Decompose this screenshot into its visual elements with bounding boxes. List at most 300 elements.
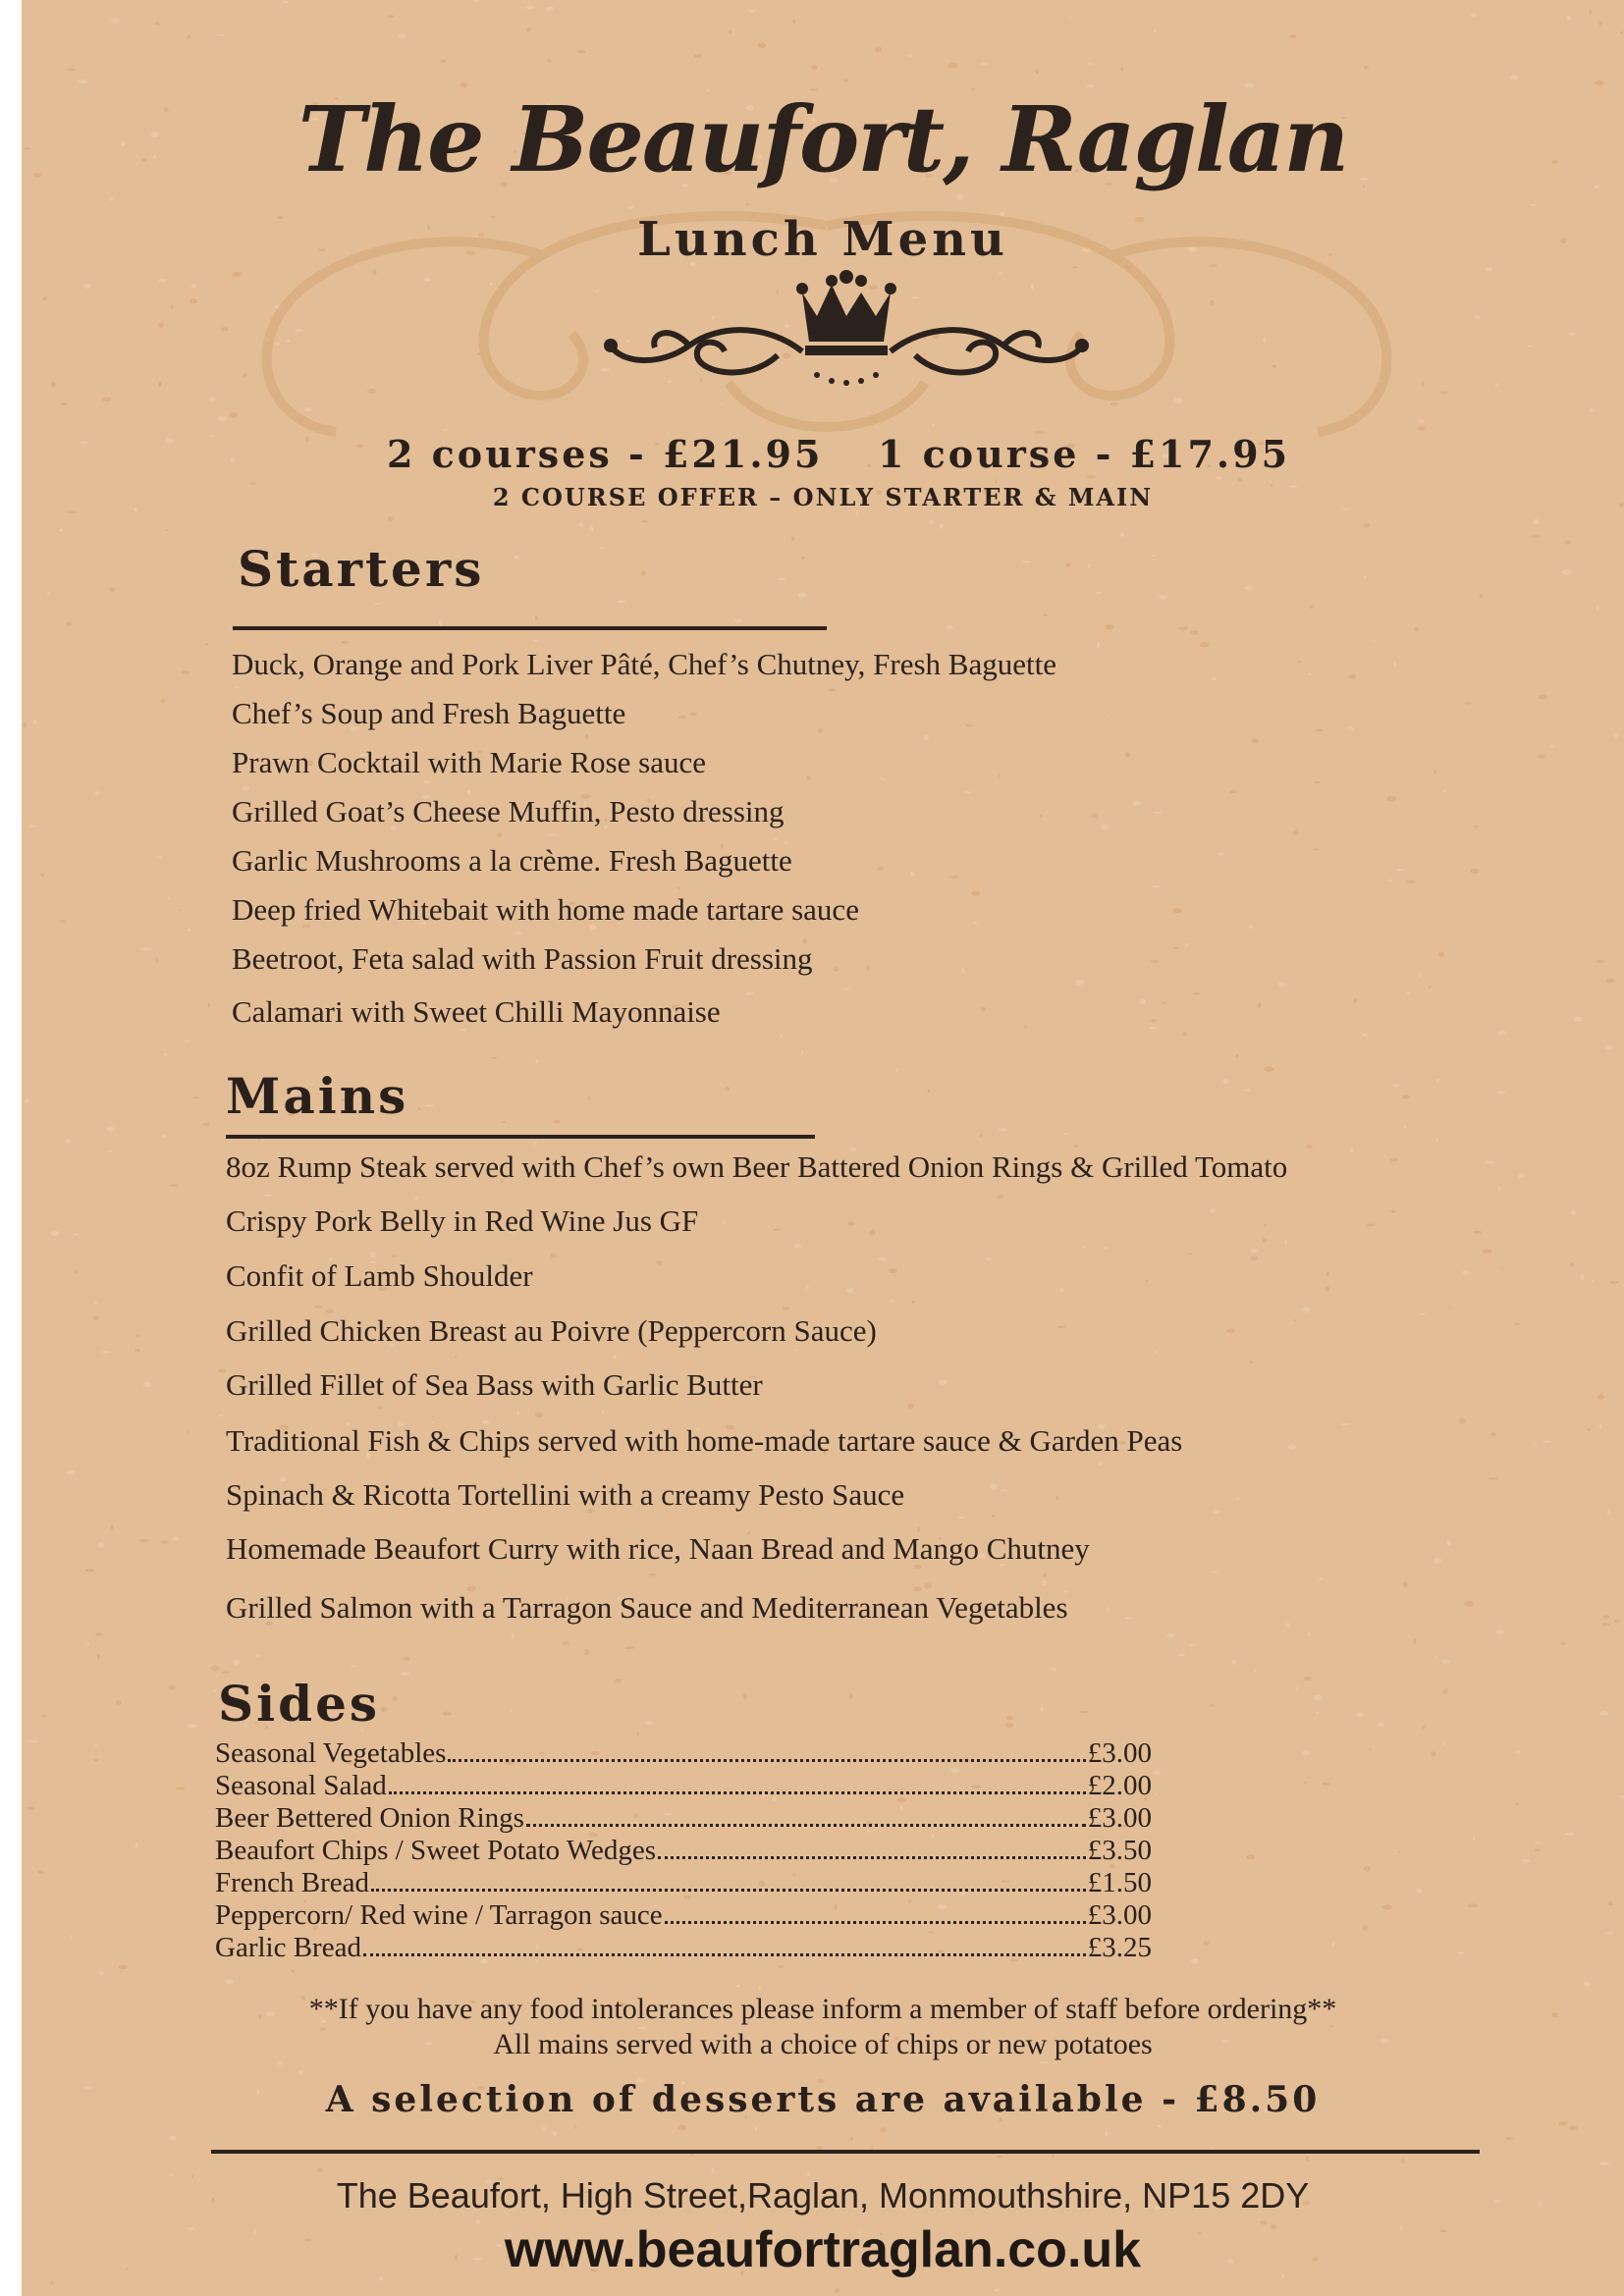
paper-speck bbox=[1396, 869, 1404, 871]
paper-speck bbox=[1480, 594, 1484, 598]
paper-speck bbox=[1599, 2162, 1609, 2165]
paper-speck bbox=[1393, 662, 1396, 667]
paper-speck bbox=[1422, 1726, 1425, 1729]
paper-speck bbox=[1533, 519, 1540, 525]
side-price: £3.25 bbox=[1087, 1932, 1152, 1963]
paper-speck bbox=[1088, 563, 1092, 568]
paper-speck bbox=[1097, 592, 1103, 595]
paper-speck bbox=[1446, 1540, 1451, 1545]
paper-speck bbox=[878, 867, 885, 871]
paper-speck bbox=[169, 1685, 176, 1690]
paper-speck bbox=[97, 1654, 99, 1659]
paper-speck bbox=[657, 1260, 663, 1264]
paper-speck bbox=[1203, 1941, 1209, 1946]
paper-speck bbox=[1188, 1253, 1193, 1255]
paper-speck bbox=[168, 896, 170, 901]
paper-speck bbox=[514, 556, 519, 560]
paper-speck bbox=[1302, 1308, 1311, 1313]
paper-speck bbox=[1021, 561, 1030, 562]
paper-speck bbox=[1088, 63, 1093, 65]
paper-speck bbox=[535, 615, 538, 620]
paper-speck bbox=[1431, 1751, 1435, 1756]
paper-speck bbox=[1001, 1489, 1007, 1491]
paper-speck bbox=[473, 0, 479, 3]
paper-speck bbox=[165, 439, 174, 444]
paper-speck bbox=[1364, 66, 1369, 70]
paper-speck bbox=[1284, 1239, 1287, 1244]
paper-speck bbox=[1435, 1558, 1442, 1564]
paper-speck bbox=[51, 2280, 53, 2285]
paper-speck bbox=[641, 570, 645, 576]
paper-speck bbox=[1043, 1573, 1048, 1577]
paper-speck bbox=[1104, 1247, 1108, 1250]
paper-speck bbox=[584, 1649, 590, 1655]
paper-speck bbox=[1156, 1793, 1158, 1795]
paper-speck bbox=[1315, 729, 1324, 732]
paper-speck bbox=[84, 284, 91, 289]
paper-speck bbox=[43, 296, 48, 300]
paper-speck bbox=[807, 775, 811, 779]
side-label: Beer Bettered Onion Rings bbox=[215, 1802, 524, 1834]
paper-speck bbox=[677, 887, 680, 889]
paper-speck bbox=[184, 1041, 191, 1042]
side-label: French Bread bbox=[215, 1867, 370, 1898]
paper-speck bbox=[169, 1184, 178, 1187]
paper-speck bbox=[818, 727, 824, 732]
paper-speck bbox=[100, 1971, 104, 1975]
paper-speck bbox=[208, 398, 216, 401]
paper-speck bbox=[725, 1087, 730, 1091]
paper-speck bbox=[694, 54, 702, 58]
side-price: £3.00 bbox=[1087, 1737, 1152, 1769]
paper-speck bbox=[1378, 1722, 1384, 1728]
paper-speck bbox=[733, 618, 742, 622]
paper-speck bbox=[1133, 801, 1142, 806]
paper-speck bbox=[41, 1715, 47, 1717]
paper-speck bbox=[213, 1689, 217, 1692]
paper-speck bbox=[1172, 908, 1181, 913]
paper-speck bbox=[1588, 1428, 1592, 1431]
paper-speck bbox=[535, 1059, 538, 1063]
paper-speck bbox=[1236, 1054, 1239, 1058]
paper-speck bbox=[533, 1141, 537, 1146]
starters-heading: Starters bbox=[238, 540, 485, 598]
paper-speck bbox=[1036, 69, 1039, 74]
paper-speck bbox=[1356, 1713, 1363, 1717]
paper-speck bbox=[1316, 1711, 1319, 1714]
paper-speck bbox=[895, 1068, 898, 1073]
paper-speck bbox=[1154, 1770, 1162, 1775]
paper-speck bbox=[109, 1150, 112, 1152]
paper-speck bbox=[1210, 1208, 1216, 1212]
paper-speck bbox=[1498, 1091, 1505, 1094]
paper-speck bbox=[979, 1134, 982, 1138]
paper-speck bbox=[1595, 80, 1604, 85]
paper-speck bbox=[93, 1759, 99, 1762]
paper-speck bbox=[1495, 383, 1498, 387]
side-row bbox=[215, 1768, 1152, 1800]
paper-speck bbox=[875, 46, 882, 52]
paper-speck bbox=[1306, 1145, 1313, 1148]
paper-speck bbox=[1249, 925, 1253, 929]
paper-speck bbox=[1185, 943, 1189, 946]
side-row bbox=[215, 1930, 1152, 1962]
paper-speck bbox=[210, 1666, 219, 1671]
paper-speck bbox=[1473, 1837, 1476, 1841]
paper-speck bbox=[176, 1787, 185, 1790]
paper-speck bbox=[553, 1120, 561, 1124]
paper-speck bbox=[791, 536, 794, 541]
paper-speck bbox=[1392, 1084, 1400, 1087]
paper-speck bbox=[1597, 1394, 1604, 1399]
paper-speck bbox=[61, 402, 67, 405]
paper-speck bbox=[59, 529, 63, 532]
restaurant-title: The Beaufort, Raglan bbox=[298, 86, 1348, 192]
paper-speck bbox=[588, 1096, 590, 1100]
paper-speck bbox=[843, 80, 848, 82]
paper-speck bbox=[1398, 1851, 1401, 1853]
paper-speck bbox=[1315, 781, 1321, 783]
paper-speck bbox=[1264, 1066, 1273, 1072]
paper-speck bbox=[1443, 789, 1447, 792]
paper-speck bbox=[414, 1197, 418, 1201]
paper-speck bbox=[1322, 1783, 1331, 1786]
side-row bbox=[215, 1800, 1152, 1833]
paper-speck bbox=[965, 724, 973, 726]
paper-speck bbox=[535, 1412, 544, 1416]
paper-speck bbox=[158, 382, 162, 387]
paper-speck bbox=[74, 1234, 81, 1236]
paper-speck bbox=[998, 1128, 1005, 1132]
paper-speck bbox=[677, 2125, 686, 2131]
paper-speck bbox=[392, 1255, 397, 1257]
paper-speck bbox=[502, 1121, 506, 1123]
paper-speck bbox=[69, 1935, 72, 1940]
paper-speck bbox=[512, 1633, 514, 1639]
paper-speck bbox=[1374, 639, 1376, 642]
paper-speck bbox=[1364, 1866, 1371, 1872]
paper-speck bbox=[1459, 1418, 1465, 1424]
paper-speck bbox=[101, 398, 111, 401]
paper-speck bbox=[836, 2288, 840, 2293]
paper-speck bbox=[801, 557, 806, 559]
paper-speck bbox=[999, 774, 1001, 776]
starter-item: Grilled Goat’s Cheese Muffin, Pesto dressing bbox=[232, 794, 785, 828]
paper-speck bbox=[1514, 1323, 1521, 1325]
side-label: Garlic Bread bbox=[215, 1932, 361, 1963]
paper-speck bbox=[1188, 1643, 1195, 1645]
paper-speck bbox=[29, 825, 36, 828]
paper-speck bbox=[491, 1057, 497, 1059]
paper-speck bbox=[1538, 755, 1545, 759]
dot-leader bbox=[363, 1953, 1086, 1956]
paper-speck bbox=[648, 1574, 656, 1576]
paper-speck bbox=[1491, 1432, 1496, 1436]
paper-speck bbox=[1505, 2137, 1513, 2140]
paper-speck bbox=[1210, 1704, 1214, 1707]
paper-speck bbox=[1304, 1782, 1308, 1785]
paper-speck bbox=[1518, 1173, 1525, 1178]
paper-speck bbox=[773, 837, 778, 839]
paper-speck bbox=[1474, 826, 1479, 828]
paper-speck bbox=[205, 643, 208, 646]
paper-speck bbox=[1191, 1958, 1200, 1964]
paper-speck bbox=[193, 1096, 198, 1098]
paper-speck bbox=[547, 7, 555, 11]
paper-speck bbox=[51, 1231, 60, 1236]
paper-speck bbox=[940, 524, 945, 529]
paper-speck bbox=[1566, 16, 1571, 20]
paper-speck bbox=[80, 442, 88, 444]
paper-speck bbox=[869, 1230, 876, 1236]
paper-speck bbox=[1229, 790, 1236, 794]
paper-speck bbox=[783, 1307, 789, 1309]
side-label: Beaufort Chips / Sweet Potato Wedges bbox=[215, 1835, 656, 1866]
paper-speck bbox=[1621, 31, 1623, 34]
paper-speck bbox=[1151, 555, 1156, 557]
paper-speck bbox=[1253, 1671, 1257, 1673]
paper-speck bbox=[172, 1537, 179, 1541]
intolerance-note: **If you have any food intolerances please inform a member of staff before ordering** bbox=[308, 1993, 1337, 2025]
paper-speck bbox=[1244, 1089, 1250, 1091]
paper-speck bbox=[928, 1090, 931, 1093]
paper-speck bbox=[1251, 1249, 1258, 1253]
paper-speck bbox=[736, 1985, 741, 1988]
paper-speck bbox=[908, 54, 913, 57]
paper-speck bbox=[1570, 1262, 1574, 1266]
paper-speck bbox=[135, 1842, 137, 1848]
paper-speck bbox=[66, 1139, 72, 1143]
paper-speck bbox=[1457, 1951, 1465, 1953]
paper-speck bbox=[393, 1696, 397, 1702]
paper-speck bbox=[1441, 1660, 1451, 1664]
paper-speck bbox=[25, 1098, 29, 1102]
paper-speck bbox=[576, 50, 586, 54]
paper-speck bbox=[179, 909, 182, 911]
main-item: Confit of Lamb Shoulder bbox=[226, 1258, 533, 1293]
paper-speck bbox=[388, 516, 393, 522]
paper-speck bbox=[92, 1316, 98, 1320]
paper-speck bbox=[1314, 848, 1320, 850]
paper-speck bbox=[1407, 881, 1416, 883]
paper-speck bbox=[866, 965, 869, 971]
paper-speck bbox=[602, 1410, 605, 1413]
main-item: Homemade Beaufort Curry with rice, Naan Bread and Mango Chutney bbox=[226, 1531, 1090, 1566]
paper-speck bbox=[107, 1127, 115, 1132]
paper-speck bbox=[1277, 983, 1285, 988]
paper-speck bbox=[1564, 541, 1570, 545]
paper-speck bbox=[1153, 29, 1157, 31]
paper-speck bbox=[962, 968, 965, 973]
side-label: Seasonal Salad bbox=[215, 1770, 387, 1801]
paper-speck bbox=[1091, 814, 1097, 818]
paper-speck bbox=[1562, 569, 1571, 575]
paper-speck bbox=[599, 547, 605, 550]
paper-speck bbox=[1605, 979, 1615, 983]
paper-speck bbox=[1439, 392, 1448, 395]
paper-speck bbox=[1463, 1270, 1469, 1275]
paper-speck bbox=[235, 686, 240, 688]
paper-speck bbox=[1099, 1462, 1103, 1466]
paper-speck bbox=[181, 670, 189, 674]
paper-speck bbox=[1082, 1246, 1088, 1248]
paper-speck bbox=[23, 722, 27, 727]
paper-speck bbox=[996, 2156, 1003, 2159]
paper-speck bbox=[1006, 1716, 1013, 1720]
paper-speck bbox=[1363, 1034, 1369, 1037]
paper-speck bbox=[455, 1356, 457, 1359]
paper-speck bbox=[907, 1404, 913, 1410]
dot-leader bbox=[665, 1921, 1086, 1924]
paper-speck bbox=[298, 2069, 303, 2074]
paper-speck bbox=[1443, 1688, 1448, 1694]
paper-speck bbox=[1163, 1002, 1166, 1004]
paper-speck bbox=[1176, 1654, 1185, 1656]
paper-speck bbox=[1495, 1629, 1505, 1633]
main-item: Grilled Salmon with a Tarragon Sauce and Mediterranean Vegetables bbox=[226, 1590, 1068, 1625]
paper-speck bbox=[849, 1693, 852, 1698]
footer-rule bbox=[211, 2150, 1480, 2154]
paper-speck bbox=[403, 1657, 409, 1661]
paper-speck bbox=[142, 947, 152, 950]
paper-speck bbox=[1246, 1854, 1255, 1859]
paper-speck bbox=[111, 18, 119, 24]
dot-leader bbox=[371, 1889, 1086, 1892]
paper-speck bbox=[1305, 2156, 1309, 2162]
paper-speck bbox=[947, 63, 957, 69]
paper-speck bbox=[758, 1986, 761, 1990]
paper-speck bbox=[188, 1724, 197, 1728]
paper-speck bbox=[1464, 1601, 1474, 1606]
paper-speck bbox=[75, 1269, 78, 1273]
paper-speck bbox=[37, 1870, 44, 1874]
paper-speck bbox=[1569, 2125, 1578, 2130]
paper-speck bbox=[85, 1569, 95, 1572]
main-item: 8oz Rump Steak served with Chef’s own Beer Battered Onion Rings & Grilled Tomato bbox=[226, 1149, 1288, 1184]
paper-speck bbox=[95, 1632, 103, 1635]
paper-speck bbox=[1252, 738, 1260, 743]
starter-item: Beetroot, Feta salad with Passion Fruit dressing bbox=[232, 941, 813, 976]
paper-speck bbox=[425, 1104, 434, 1107]
paper-speck bbox=[1173, 946, 1178, 949]
paper-speck bbox=[1154, 812, 1162, 814]
paper-speck bbox=[678, 716, 687, 720]
paper-speck bbox=[947, 625, 953, 629]
paper-speck bbox=[973, 922, 977, 925]
paper-speck bbox=[277, 2061, 283, 2065]
paper-speck bbox=[208, 1003, 210, 1008]
starter-item: Prawn Cocktail with Marie Rose sauce bbox=[232, 745, 706, 779]
paper-speck bbox=[377, 1406, 383, 1409]
paper-speck bbox=[1401, 2159, 1405, 2163]
paper-speck bbox=[1189, 630, 1198, 635]
paper-speck bbox=[1151, 960, 1159, 963]
paper-speck bbox=[370, 1252, 376, 1257]
paper-speck bbox=[1294, 1319, 1297, 1321]
paper-speck bbox=[224, 1979, 234, 1984]
paper-speck bbox=[1535, 1444, 1537, 1446]
paper-speck bbox=[292, 1970, 295, 1973]
paper-speck bbox=[1453, 1304, 1456, 1307]
paper-speck bbox=[842, 988, 849, 989]
menu-page bbox=[22, 0, 1624, 2296]
sides-heading: Sides bbox=[218, 1675, 381, 1733]
paper-speck bbox=[1464, 702, 1472, 704]
side-label: Seasonal Vegetables bbox=[215, 1737, 447, 1769]
paper-speck bbox=[1363, 1925, 1369, 1931]
paper-speck bbox=[135, 1349, 140, 1352]
paper-speck bbox=[189, 298, 197, 303]
paper-speck bbox=[1597, 606, 1598, 611]
paper-speck bbox=[1341, 1423, 1350, 1425]
paper-speck bbox=[135, 1334, 139, 1336]
paper-speck bbox=[1288, 34, 1296, 38]
paper-speck bbox=[94, 1302, 99, 1305]
paper-speck bbox=[878, 1257, 887, 1261]
paper-speck bbox=[1406, 992, 1411, 994]
paper-speck bbox=[1309, 606, 1313, 609]
paper-speck bbox=[116, 1700, 122, 1704]
paper-speck bbox=[1404, 1126, 1408, 1128]
paper-speck bbox=[1488, 1477, 1497, 1480]
paper-speck bbox=[1326, 1272, 1329, 1276]
paper-speck bbox=[730, 30, 731, 34]
paper-speck bbox=[1250, 1361, 1253, 1363]
paper-speck bbox=[1549, 744, 1555, 748]
paper-speck bbox=[981, 63, 988, 66]
dot-leader bbox=[526, 1824, 1086, 1827]
one-course-price: 1 course - £17.95 bbox=[878, 432, 1291, 476]
paper-speck bbox=[1044, 614, 1049, 616]
paper-speck bbox=[1105, 2131, 1108, 2136]
paper-speck bbox=[1581, 1274, 1585, 1279]
paper-speck bbox=[1429, 986, 1432, 988]
paper-speck bbox=[188, 928, 191, 932]
paper-speck bbox=[723, 1220, 726, 1224]
paper-speck bbox=[1218, 853, 1224, 856]
paper-speck bbox=[1222, 1079, 1229, 1084]
mains-rule bbox=[226, 1135, 815, 1139]
paper-speck bbox=[1532, 535, 1540, 538]
menu-subtitle: Lunch Menu bbox=[637, 212, 1008, 267]
starter-item: Chef’s Soup and Fresh Baguette bbox=[232, 696, 626, 730]
paper-speck bbox=[1040, 815, 1043, 817]
paper-speck bbox=[1350, 1147, 1353, 1152]
paper-speck bbox=[1354, 998, 1357, 1003]
paper-speck bbox=[351, 1665, 355, 1667]
starter-item: Duck, Orange and Pork Liver Pâté, Chef’s Chutney, Fresh Baguette bbox=[232, 647, 1056, 681]
paper-speck bbox=[1607, 1511, 1610, 1516]
paper-speck bbox=[33, 720, 36, 725]
paper-speck bbox=[98, 1542, 104, 1548]
paper-speck bbox=[1498, 1187, 1500, 1192]
side-price: £2.00 bbox=[1087, 1770, 1152, 1801]
side-label: Peppercorn/ Red wine / Tarragon sauce bbox=[215, 1899, 663, 1931]
paper-speck bbox=[218, 1415, 223, 1416]
paper-speck bbox=[742, 1693, 747, 1699]
paper-speck bbox=[398, 33, 406, 37]
paper-speck bbox=[1244, 586, 1252, 590]
paper-speck bbox=[374, 603, 382, 605]
paper-speck bbox=[624, 1646, 634, 1649]
main-item: Grilled Chicken Breast au Poivre (Peppercorn Sauce) bbox=[226, 1313, 877, 1348]
paper-speck bbox=[1382, 1904, 1392, 1909]
paper-speck bbox=[1304, 1677, 1312, 1681]
paper-speck bbox=[1288, 1444, 1297, 1450]
two-course-price: 2 courses - £21.95 bbox=[387, 432, 824, 476]
paper-speck bbox=[755, 2127, 757, 2131]
paper-speck bbox=[1213, 1571, 1218, 1574]
